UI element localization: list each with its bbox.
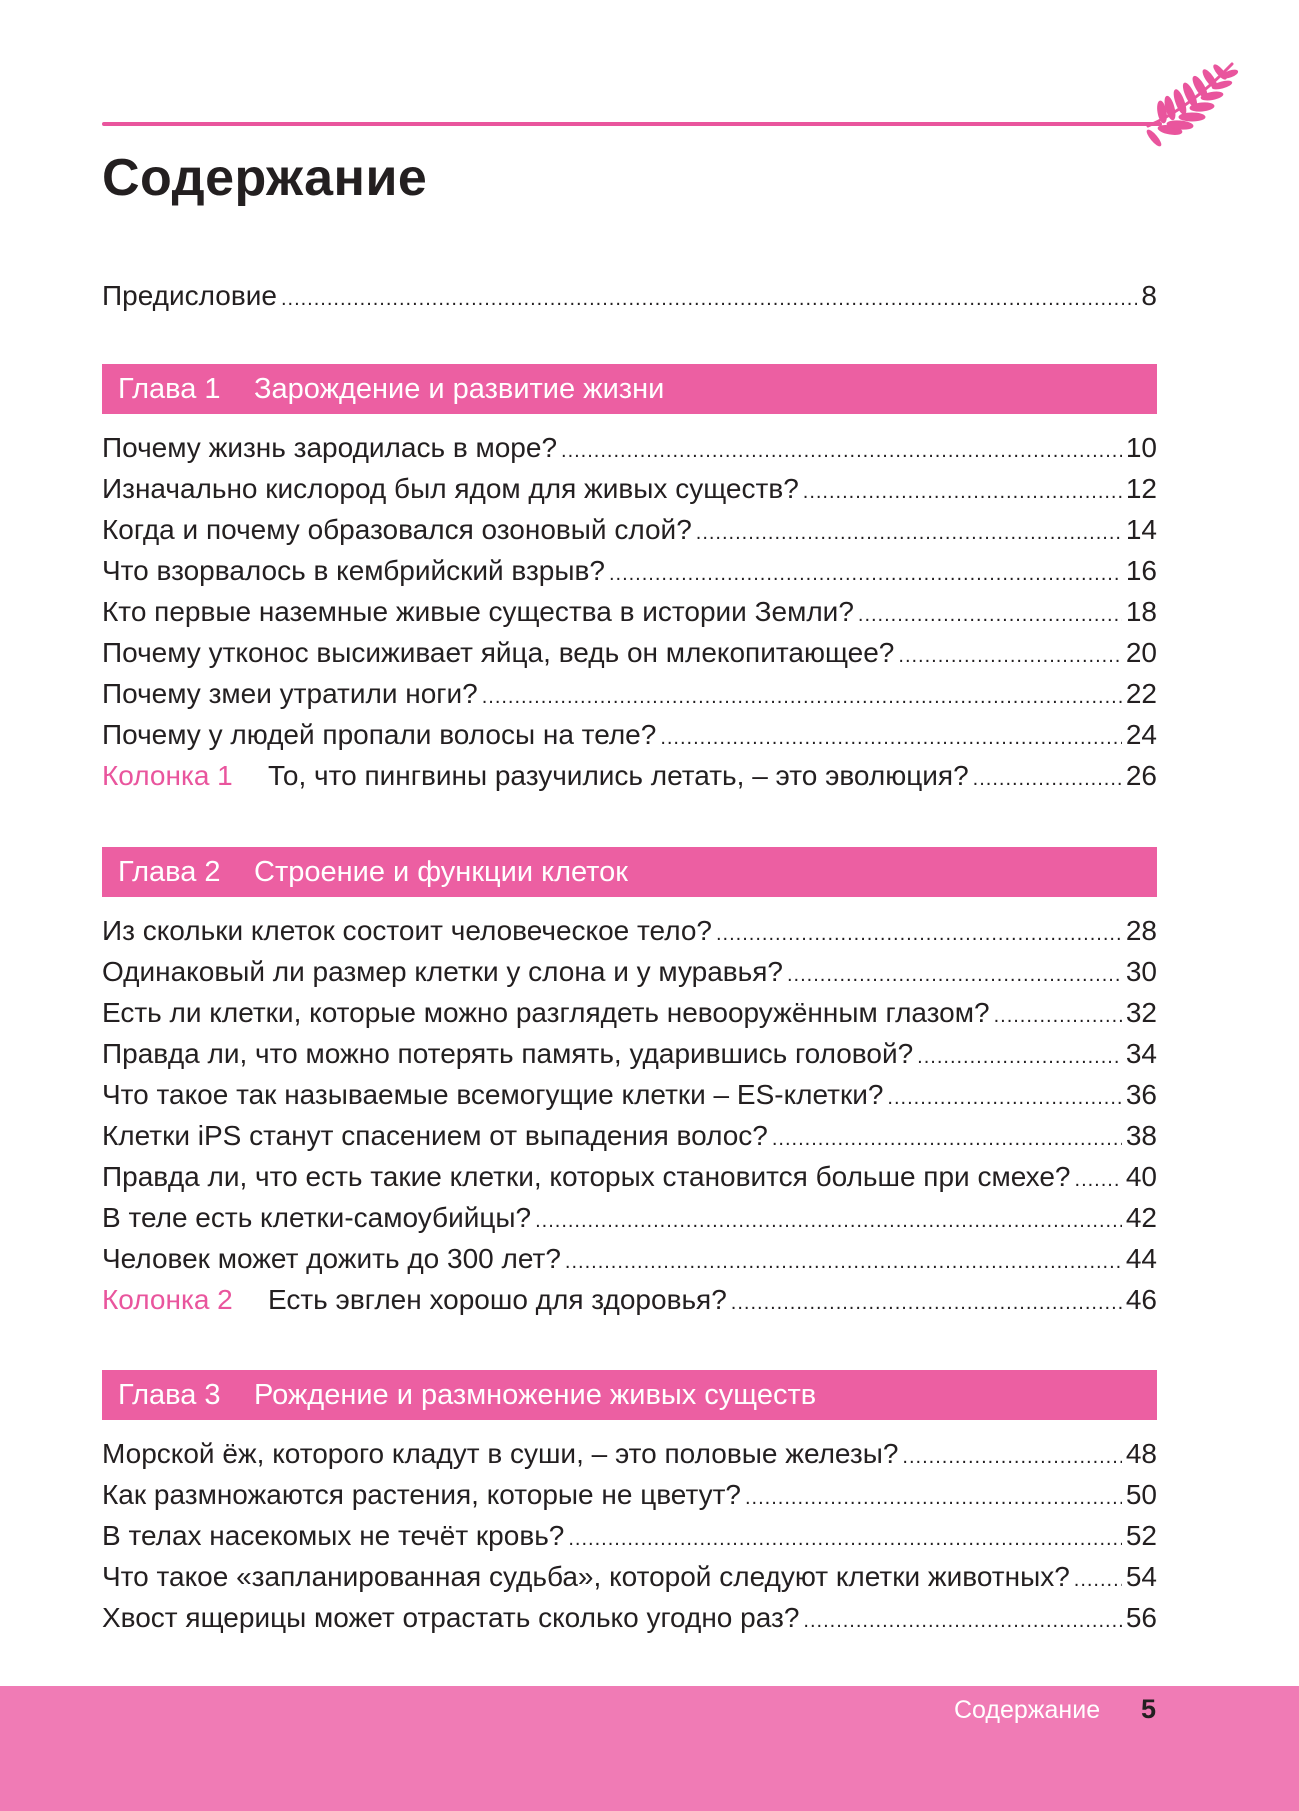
dot-leader bbox=[660, 715, 1122, 758]
entry-title: Что такое «запланированная судьба», которой следуют клетки животных? bbox=[102, 1561, 1070, 1592]
dot-leader bbox=[568, 1516, 1121, 1559]
entry-title: Есть эвглен хорошо для здоровья? bbox=[268, 1284, 727, 1315]
top-rule bbox=[102, 122, 1162, 126]
fern-icon bbox=[1140, 58, 1240, 148]
entry-title: Морской ёж, которого кладут в суши, – это половые железы? bbox=[102, 1438, 899, 1469]
toc-entry[interactable] bbox=[102, 551, 1157, 591]
chapter-number: Глава 3 bbox=[118, 1379, 221, 1411]
toc-entry[interactable] bbox=[102, 1116, 1157, 1156]
toc-entry[interactable] bbox=[102, 1034, 1157, 1074]
column-label: Колонка 1 bbox=[102, 760, 233, 791]
entry-title: Кто первые наземные живые существа в истории Земли? bbox=[102, 596, 854, 627]
entry-title: Из скольки клеток состоит человеческое тело? bbox=[102, 915, 712, 946]
toc-entry[interactable] bbox=[102, 1516, 1157, 1556]
page-title: Содержание bbox=[102, 149, 428, 207]
chapter-header[interactable] bbox=[102, 847, 1157, 897]
entry-page: 40 bbox=[1125, 1161, 1157, 1192]
dot-leader bbox=[745, 1475, 1122, 1518]
dot-leader bbox=[609, 551, 1122, 594]
entry-title: Клетки iPS станут спасением от выпадения волос? bbox=[102, 1120, 768, 1151]
entry-title: Одинаковый ли размер клетки у слона и у муравья? bbox=[102, 956, 783, 987]
dot-leader bbox=[902, 1434, 1121, 1477]
entry-title: Правда ли, что можно потерять память, ударившись головой? bbox=[102, 1038, 914, 1069]
toc-entry[interactable] bbox=[102, 428, 1157, 468]
entry-title: Почему жизнь зародилась в море? bbox=[102, 432, 558, 463]
toc-entry[interactable] bbox=[102, 510, 1157, 550]
entry-page: 42 bbox=[1125, 1202, 1157, 1233]
toc-entry[interactable] bbox=[102, 469, 1157, 509]
entry-title: Когда и почему образовался озоновый слой? bbox=[102, 514, 692, 545]
entry-page: 22 bbox=[1125, 678, 1157, 709]
dot-leader bbox=[898, 633, 1121, 676]
chapter-title: Рождение и размножение живых существ bbox=[254, 1379, 817, 1411]
entry-page: 44 bbox=[1125, 1243, 1157, 1274]
toc-entry[interactable] bbox=[102, 1598, 1157, 1638]
dot-leader bbox=[772, 1116, 1122, 1159]
toc-column-entry[interactable] bbox=[102, 756, 1157, 796]
dot-leader bbox=[696, 510, 1122, 553]
dot-leader bbox=[1075, 1157, 1122, 1200]
entry-page: 16 bbox=[1125, 555, 1157, 586]
entry-page: 24 bbox=[1125, 719, 1157, 750]
toc-entry[interactable] bbox=[102, 1157, 1157, 1197]
entry-title: Почему у людей пропали волосы на теле? bbox=[102, 719, 657, 750]
entry-title: То, что пингвины разучились летать, – это эволюция? bbox=[268, 760, 969, 791]
entry-title: Почему утконос высиживает яйца, ведь он млекопитающее? bbox=[102, 637, 895, 668]
chapter-number: Глава 2 bbox=[118, 856, 221, 888]
dot-leader bbox=[973, 756, 1122, 799]
entry-page: 48 bbox=[1125, 1438, 1157, 1469]
footer-section-label: Содержание bbox=[954, 1696, 1101, 1724]
entry-page: 20 bbox=[1125, 637, 1157, 668]
entry-page: 28 bbox=[1125, 915, 1157, 946]
entry-title: Предисловие bbox=[102, 280, 277, 311]
column-label: Колонка 2 bbox=[102, 1284, 233, 1315]
dot-leader bbox=[565, 1239, 1122, 1282]
entry-page: 10 bbox=[1125, 432, 1157, 463]
entry-title: Почему змеи утратили ноги? bbox=[102, 678, 478, 709]
dot-leader bbox=[803, 469, 1122, 512]
entry-title: Человек может дожить до 300 лет? bbox=[102, 1243, 561, 1274]
toc-entry[interactable] bbox=[102, 1075, 1157, 1115]
entry-page: 34 bbox=[1125, 1038, 1157, 1069]
dot-leader bbox=[482, 674, 1122, 717]
toc-entry[interactable] bbox=[102, 633, 1157, 673]
dot-leader bbox=[917, 1034, 1122, 1077]
footer-band bbox=[0, 1686, 1299, 1811]
entry-page: 26 bbox=[1125, 760, 1157, 791]
entry-page: 14 bbox=[1125, 514, 1157, 545]
footer-page-number: 5 bbox=[1141, 1694, 1157, 1724]
chapter-header[interactable] bbox=[102, 364, 1157, 414]
dot-leader bbox=[887, 1075, 1121, 1118]
dot-leader bbox=[731, 1280, 1122, 1323]
dot-leader bbox=[994, 993, 1122, 1036]
entry-title: Правда ли, что есть такие клетки, которых становится больше при смехе? bbox=[102, 1161, 1071, 1192]
chapter-number: Глава 1 bbox=[118, 373, 221, 405]
toc-entry[interactable] bbox=[102, 1434, 1157, 1474]
entry-page: 38 bbox=[1125, 1120, 1157, 1151]
dot-leader bbox=[716, 911, 1122, 954]
entry-page: 46 bbox=[1125, 1284, 1157, 1315]
toc-entry[interactable] bbox=[102, 1475, 1157, 1515]
toc-entry[interactable] bbox=[102, 993, 1157, 1033]
toc-entry[interactable] bbox=[102, 592, 1157, 632]
entry-title: В телах насекомых не течёт кровь? bbox=[102, 1520, 565, 1551]
entry-page: 54 bbox=[1125, 1561, 1157, 1592]
entry-page: 50 bbox=[1125, 1479, 1157, 1510]
entry-page: 18 bbox=[1125, 596, 1157, 627]
entry-title: Как размножаются растения, которые не цветут? bbox=[102, 1479, 741, 1510]
toc-entry[interactable] bbox=[102, 952, 1157, 992]
dot-leader bbox=[281, 276, 1137, 319]
toc-entry[interactable] bbox=[102, 1239, 1157, 1279]
entry-page: 8 bbox=[1141, 280, 1157, 311]
entry-page: 12 bbox=[1125, 473, 1157, 504]
entry-title: Что взорвалось в кембрийский взрыв? bbox=[102, 555, 605, 586]
dot-leader bbox=[787, 952, 1122, 995]
entry-page: 32 bbox=[1125, 997, 1157, 1028]
entry-title: Изначально кислород был ядом для живых существ? bbox=[102, 473, 799, 504]
entry-page: 36 bbox=[1125, 1079, 1157, 1110]
entry-page: 56 bbox=[1125, 1602, 1157, 1633]
entry-page: 52 bbox=[1125, 1520, 1157, 1551]
toc-entry[interactable] bbox=[102, 715, 1157, 755]
chapter-title: Зарождение и развитие жизни bbox=[254, 373, 665, 405]
dot-leader bbox=[561, 428, 1122, 471]
toc-column-entry[interactable] bbox=[102, 1280, 1157, 1320]
toc-entry[interactable] bbox=[102, 911, 1157, 951]
entry-title: Есть ли клетки, которые можно разглядеть невооружённым глазом? bbox=[102, 997, 990, 1028]
dot-leader bbox=[1074, 1557, 1122, 1600]
chapter-header[interactable] bbox=[102, 1370, 1157, 1420]
entry-page: 30 bbox=[1125, 956, 1157, 987]
dot-leader bbox=[535, 1198, 1122, 1241]
toc-entry[interactable] bbox=[102, 674, 1157, 714]
dot-leader bbox=[803, 1598, 1121, 1641]
entry-title: Хвост ящерицы может отрастать сколько угодно раз? bbox=[102, 1602, 800, 1633]
chapter-title: Строение и функции клеток bbox=[254, 856, 628, 888]
dot-leader bbox=[858, 592, 1122, 635]
entry-title: Что такое так называемые всемогущие клетки – ES-клетки? bbox=[102, 1079, 884, 1110]
toc-entry[interactable] bbox=[102, 1557, 1157, 1597]
entry-title: В теле есть клетки-самоубийцы? bbox=[102, 1202, 532, 1233]
toc-entry-preface[interactable] bbox=[102, 276, 1157, 316]
toc-entry[interactable] bbox=[102, 1198, 1157, 1238]
